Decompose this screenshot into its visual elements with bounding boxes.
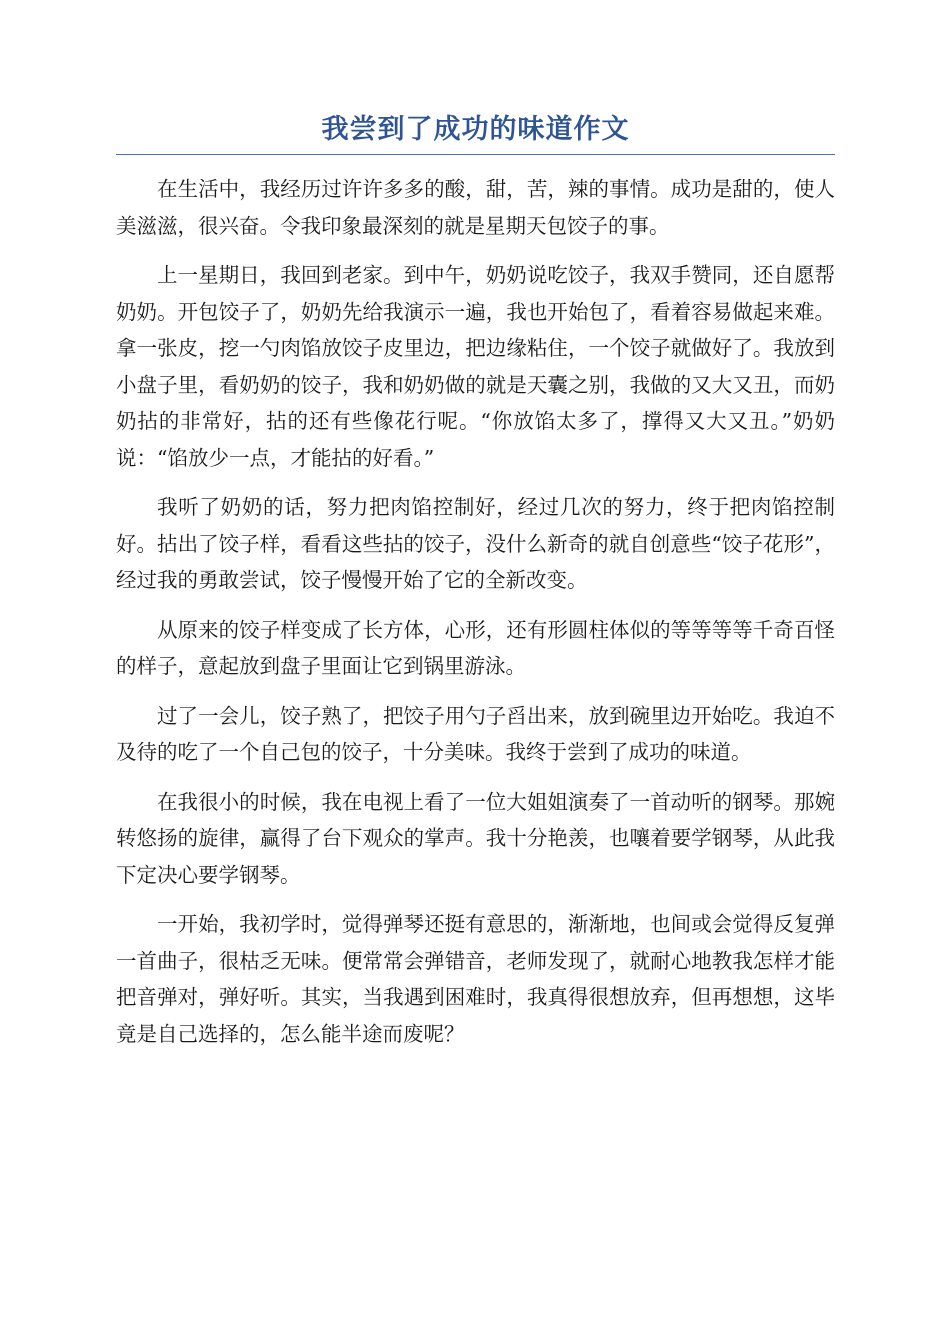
title-underline <box>116 154 835 155</box>
document-page <box>116 110 835 1065</box>
paragraph-3: 我听了奶奶的话，努力把肉馅控制好，经过几次的努力，终于把肉馅控制好。拈出了饺子样，看看这些拈的饺子，没什么新奇的就自创意些“饺子花形”，经过我的勇敢尝试，饺子慢慢开始了它的全新改变。 <box>116 495 835 592</box>
page-title: 我尝到了成功的味道作文 <box>321 114 630 145</box>
paragraph-6: 在我很小的时候，我在电视上看了一位大姐姐演奏了一首动听的钢琴。那婉转悠扬的旋律，赢得了台下观众的掌声。我十分艳羡，也嚷着要学钢琴，从此我下定决心要学钢琴。 <box>116 789 835 887</box>
paragraph-5: 过了一会儿，饺子熟了，把饺子用勺子舀出来，放到碗里边开始吃。我迫不及待的吃了一个自己包的饺子，十分美味。我终于尝到了成功的味道。 <box>116 703 835 764</box>
paragraph-2: 上一星期日，我回到老家。到中午，奶奶说吃饺子，我双手赞同，还自愿帮奶奶。开包饺子了，奶奶先给我演示一遍，我也开始包了，看着容易做起来难。拿一张皮，挖一勺肉馅放饺子皮里边，把边缘粘住，一个饺子就做好了。我放到小盘子里，看奶奶的饺子，我和奶奶做的就是天囊之别，我做的又大又丑，而奶奶拈的非常好，拈的还有些像花行呢。“你放馅太多了，撑得又大又丑。”奶奶说：“馅放少一点，才能拈的好看。” <box>116 263 835 470</box>
paragraph-7: 一开始，我初学时，觉得弹琴还挺有意思的，渐渐地，也间或会觉得反复弹一首曲子，很枯乏无味。便常常会弹错音，老师发现了，就耐心地教我怎样才能把音弹对，弹好听。其实，当我遇到困难时，我真得很想放弃，但再想想，这毕竟是自己选择的，怎么能半途而废呢？ <box>116 912 835 1046</box>
paragraph-1: 在生活中，我经历过许许多多的酸，甜，苦，辣的事情。成功是甜的，使人美滋滋，很兴奋。令我印象最深刻的就是星期天包饺子的事。 <box>116 177 835 238</box>
paragraph-4: 从原来的饺子样变成了长方体，心形，还有形圆柱体似的等等等等千奇百怪的样子，意起放到盘子里面让它到锅里游泳。 <box>116 617 835 678</box>
